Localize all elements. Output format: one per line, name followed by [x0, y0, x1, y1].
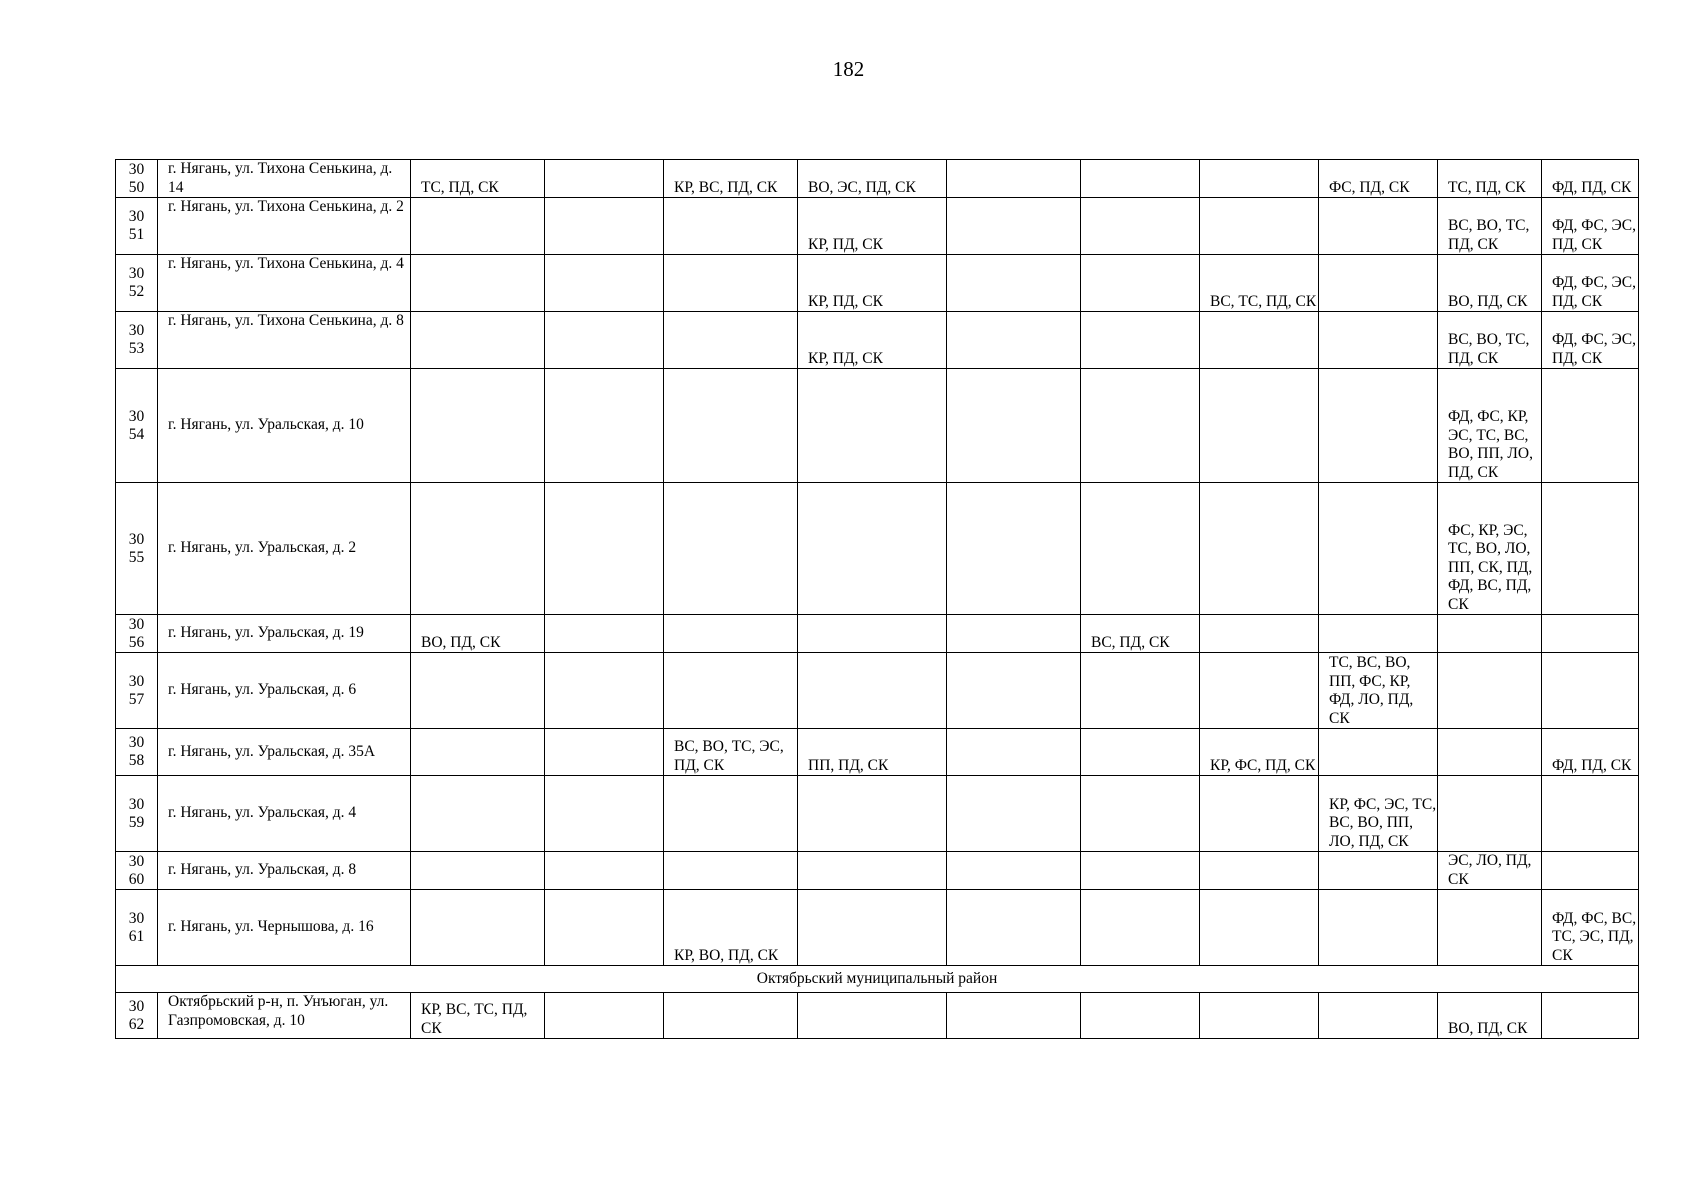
address-cell: г. Нягань, ул. Уральская, д. 8 — [158, 852, 411, 890]
work-types-cell — [1319, 198, 1438, 255]
row-number — [116, 160, 158, 198]
section-title: Октябрьский муниципальный район — [116, 966, 1639, 993]
work-types-cell — [545, 369, 664, 483]
table-row — [116, 483, 1639, 615]
row-number — [116, 993, 158, 1039]
row-number — [116, 653, 158, 729]
row-number-part: 57 — [128, 690, 145, 708]
work-types-cell: ТС, ПД, СК — [411, 160, 545, 198]
work-types-cell — [1200, 776, 1319, 852]
row-number — [116, 615, 158, 653]
address-cell: г. Нягань, ул. Уральская, д. 10 — [158, 369, 411, 483]
row-number-part: 30 — [128, 265, 145, 282]
table-row — [116, 776, 1639, 852]
work-types-cell — [1200, 993, 1319, 1039]
work-types-cell — [411, 729, 545, 776]
work-types-cell: ВС, ТС, ПД, СК — [1200, 255, 1319, 312]
work-types-cell — [664, 993, 798, 1039]
section-row — [116, 966, 1639, 993]
work-types-cell: ПП, ПД, СК — [798, 729, 947, 776]
table-row — [116, 615, 1639, 653]
work-types-cell — [947, 653, 1081, 729]
work-types-cell — [798, 993, 947, 1039]
table-row — [116, 729, 1639, 776]
address-cell: г. Нягань, ул. Тихона Сенькина, д. 4 — [158, 255, 411, 312]
row-number-part: 30 — [128, 407, 145, 425]
work-types-cell — [664, 653, 798, 729]
work-types-cell — [1081, 369, 1200, 483]
work-types-cell — [1081, 729, 1200, 776]
row-number-part: 30 — [128, 734, 145, 751]
work-types-cell — [1200, 852, 1319, 890]
work-types-cell — [664, 198, 798, 255]
work-types-cell — [798, 653, 947, 729]
work-types-cell: КР, ВС, ТС, ПД, СК — [411, 993, 545, 1039]
work-types-cell — [1081, 198, 1200, 255]
work-types-cell — [545, 776, 664, 852]
work-types-cell — [545, 653, 664, 729]
work-types-cell — [1200, 312, 1319, 369]
row-number — [116, 776, 158, 852]
work-types-cell — [1438, 890, 1542, 966]
work-types-cell — [1438, 615, 1542, 653]
work-types-cell: КР, ФС, ПД, СК — [1200, 729, 1319, 776]
row-number-part: 60 — [128, 870, 145, 888]
work-types-cell — [798, 852, 947, 890]
work-types-cell: ВС, ВО, ТС, ЭС, ПД, СК — [664, 729, 798, 776]
work-types-cell — [1542, 369, 1639, 483]
address-cell: г. Нягань, ул. Уральская, д. 19 — [158, 615, 411, 653]
work-types-cell — [1200, 198, 1319, 255]
work-types-cell — [1319, 369, 1438, 483]
work-types-cell — [411, 255, 545, 312]
address-cell: г. Нягань, ул. Уральская, д. 6 — [158, 653, 411, 729]
work-types-cell — [545, 255, 664, 312]
address-cell: Октябрьский р-н, п. Унъюган, ул. Газпромовская, д. 10 — [158, 993, 411, 1039]
row-number — [116, 255, 158, 312]
table-row — [116, 653, 1639, 729]
works-table — [115, 159, 1639, 1039]
work-types-cell — [947, 852, 1081, 890]
work-types-cell — [1081, 312, 1200, 369]
row-number — [116, 852, 158, 890]
table-row — [116, 255, 1639, 312]
work-types-cell: ВО, ПД, СК — [1438, 255, 1542, 312]
work-types-cell: ЭС, ЛО, ПД, СК — [1438, 852, 1542, 890]
work-types-cell: ВС, ПД, СК — [1081, 615, 1200, 653]
work-types-cell — [947, 993, 1081, 1039]
table-row — [116, 312, 1639, 369]
table-row — [116, 852, 1639, 890]
row-number-part: 30 — [128, 615, 145, 633]
work-types-cell: ФД, ФС, ЭС, ПД, СК — [1542, 312, 1639, 369]
work-types-cell — [1200, 890, 1319, 966]
table-row — [116, 160, 1639, 198]
work-types-cell — [1542, 993, 1639, 1039]
work-types-cell — [798, 890, 947, 966]
work-types-cell — [664, 615, 798, 653]
row-number — [116, 198, 158, 255]
work-types-cell — [1319, 852, 1438, 890]
row-number-part: 30 — [128, 795, 145, 813]
work-types-cell: КР, ВС, ПД, СК — [664, 160, 798, 198]
row-number-part: 55 — [128, 548, 145, 566]
work-types-cell — [947, 160, 1081, 198]
work-types-cell — [1542, 483, 1639, 615]
table-body — [116, 160, 1639, 1039]
work-types-cell: ФД, ПД, СК — [1542, 160, 1639, 198]
address-cell: г. Нягань, ул. Тихона Сенькина, д. 14 — [158, 160, 411, 198]
work-types-cell — [1542, 776, 1639, 852]
work-types-cell — [411, 852, 545, 890]
work-types-cell — [545, 483, 664, 615]
work-types-cell — [411, 483, 545, 615]
row-number-part: 51 — [128, 226, 145, 243]
work-types-cell — [1081, 653, 1200, 729]
work-types-cell — [545, 729, 664, 776]
work-types-cell — [947, 198, 1081, 255]
work-types-cell — [947, 312, 1081, 369]
work-types-cell — [1200, 615, 1319, 653]
work-types-cell — [1319, 890, 1438, 966]
work-types-cell — [1200, 160, 1319, 198]
table-row — [116, 993, 1639, 1039]
table-row — [116, 369, 1639, 483]
work-types-cell — [1542, 852, 1639, 890]
work-types-cell — [545, 852, 664, 890]
row-number-part: 30 — [128, 909, 145, 927]
row-number — [116, 312, 158, 369]
work-types-cell: КР, ВО, ПД, СК — [664, 890, 798, 966]
row-number-part: 30 — [128, 208, 145, 225]
row-number-part: 30 — [128, 322, 145, 339]
row-number-part: 59 — [128, 813, 145, 831]
row-number-part: 54 — [128, 425, 145, 443]
work-types-cell: ВО, ПД, СК — [1438, 993, 1542, 1039]
work-types-cell: ФС, КР, ЭС, ТС, ВО, ЛО, ПП, СК, ПД, ФД, ВС, ПД, СК — [1438, 483, 1542, 615]
row-number-part: 30 — [128, 160, 145, 178]
row-number-part: 52 — [128, 283, 145, 300]
address-cell: г. Нягань, ул. Чернышова, д. 16 — [158, 890, 411, 966]
work-types-cell — [1438, 776, 1542, 852]
work-types-cell — [411, 198, 545, 255]
work-types-cell — [545, 993, 664, 1039]
work-types-cell — [1438, 653, 1542, 729]
address-cell: г. Нягань, ул. Уральская, д. 2 — [158, 483, 411, 615]
address-cell: г. Нягань, ул. Уральская, д. 4 — [158, 776, 411, 852]
work-types-cell — [1081, 993, 1200, 1039]
work-types-cell — [664, 369, 798, 483]
address-cell: г. Нягань, ул. Тихона Сенькина, д. 2 — [158, 198, 411, 255]
work-types-cell — [411, 776, 545, 852]
work-types-cell — [664, 483, 798, 615]
work-types-cell — [947, 369, 1081, 483]
work-types-cell — [411, 890, 545, 966]
work-types-cell — [664, 255, 798, 312]
work-types-cell — [1319, 483, 1438, 615]
work-types-cell — [1319, 312, 1438, 369]
work-types-cell — [1081, 160, 1200, 198]
row-number-part: 58 — [128, 752, 145, 769]
work-types-cell — [664, 776, 798, 852]
address-cell: г. Нягань, ул. Уральская, д. 35А — [158, 729, 411, 776]
work-types-cell — [798, 615, 947, 653]
work-types-cell: КР, ФС, ЭС, ТС, ВС, ВО, ПП, ЛО, ПД, СК — [1319, 776, 1438, 852]
work-types-cell — [1319, 993, 1438, 1039]
row-number-part: 30 — [128, 672, 145, 690]
row-number-part: 56 — [128, 633, 145, 651]
row-number-part: 30 — [128, 997, 145, 1015]
row-number — [116, 890, 158, 966]
row-number-part: 30 — [128, 530, 145, 548]
work-types-cell: ВО, ПД, СК — [411, 615, 545, 653]
work-types-cell: ФД, ФС, КР, ЭС, ТС, ВС, ВО, ПП, ЛО, ПД, СК — [1438, 369, 1542, 483]
work-types-cell: ТС, ВС, ВО, ПП, ФС, КР, ФД, ЛО, ПД, СК — [1319, 653, 1438, 729]
work-types-cell — [947, 776, 1081, 852]
work-types-cell — [1200, 369, 1319, 483]
work-types-cell — [545, 198, 664, 255]
work-types-cell — [1200, 653, 1319, 729]
table-row — [116, 198, 1639, 255]
work-types-cell: ВО, ЭС, ПД, СК — [798, 160, 947, 198]
work-types-cell: КР, ПД, СК — [798, 198, 947, 255]
work-types-cell: ТС, ПД, СК — [1438, 160, 1542, 198]
work-types-cell — [1081, 890, 1200, 966]
work-types-cell: КР, ПД, СК — [798, 312, 947, 369]
row-number-part: 50 — [128, 178, 145, 196]
work-types-cell — [1438, 729, 1542, 776]
row-number-part: 30 — [128, 852, 145, 870]
work-types-cell — [1319, 615, 1438, 653]
work-types-cell: ВС, ВО, ТС, ПД, СК — [1438, 198, 1542, 255]
work-types-cell — [798, 369, 947, 483]
work-types-cell — [545, 312, 664, 369]
row-number-part: 61 — [128, 927, 145, 945]
address-cell: г. Нягань, ул. Тихона Сенькина, д. 8 — [158, 312, 411, 369]
row-number-part: 53 — [128, 340, 145, 357]
work-types-cell — [798, 483, 947, 615]
table-row — [116, 890, 1639, 966]
work-types-cell — [545, 160, 664, 198]
work-types-cell — [947, 890, 1081, 966]
work-types-cell — [1081, 852, 1200, 890]
work-types-cell: ФС, ПД, СК — [1319, 160, 1438, 198]
work-types-cell — [1542, 653, 1639, 729]
work-types-cell: ФД, ПД, СК — [1542, 729, 1639, 776]
work-types-cell: ВС, ВО, ТС, ПД, СК — [1438, 312, 1542, 369]
work-types-cell — [411, 653, 545, 729]
work-types-cell — [1081, 255, 1200, 312]
work-types-cell — [947, 255, 1081, 312]
work-types-cell — [1081, 776, 1200, 852]
work-types-cell — [1081, 483, 1200, 615]
work-types-cell — [545, 890, 664, 966]
work-types-cell — [411, 369, 545, 483]
row-number — [116, 483, 158, 615]
work-types-cell — [947, 615, 1081, 653]
work-types-cell — [1319, 729, 1438, 776]
work-types-cell — [1200, 483, 1319, 615]
work-types-cell — [1319, 255, 1438, 312]
work-types-cell: ФД, ФС, ЭС, ПД, СК — [1542, 255, 1639, 312]
work-types-cell — [411, 312, 545, 369]
page-number: 182 — [832, 57, 865, 81]
row-number — [116, 369, 158, 483]
work-types-cell: КР, ПД, СК — [798, 255, 947, 312]
work-types-cell — [664, 312, 798, 369]
work-types-cell — [947, 729, 1081, 776]
work-types-cell: ФД, ФС, ВС, ТС, ЭС, ПД, СК — [1542, 890, 1639, 966]
work-types-cell — [798, 776, 947, 852]
row-number-part: 62 — [128, 1015, 145, 1033]
work-types-cell — [1542, 615, 1639, 653]
work-types-cell — [664, 852, 798, 890]
work-types-cell — [947, 483, 1081, 615]
work-types-cell — [545, 615, 664, 653]
work-types-cell: ФД, ФС, ЭС, ПД, СК — [1542, 198, 1639, 255]
row-number — [116, 729, 158, 776]
